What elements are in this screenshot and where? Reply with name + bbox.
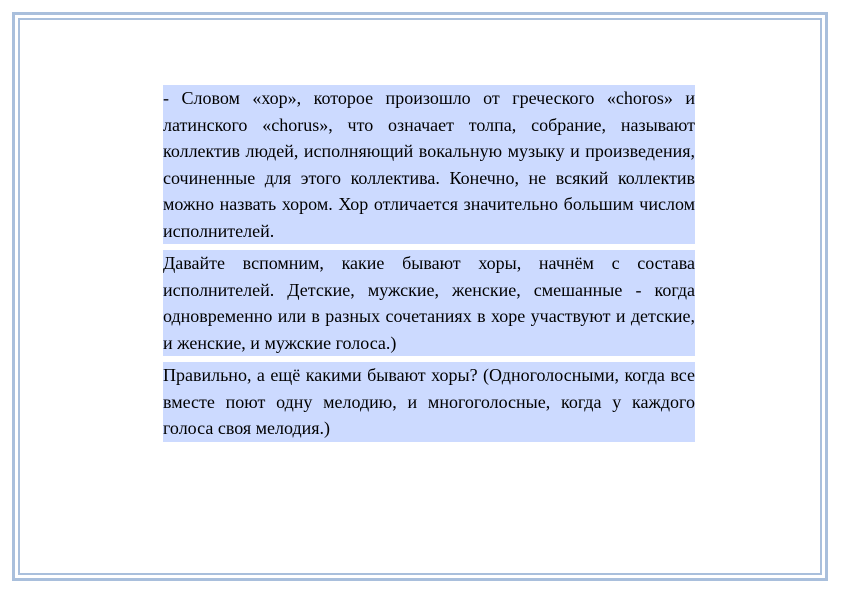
paragraph-voice-types: Правильно, а ещё какими бывают хоры? (Одноголосными, когда все вместе поют одну мелодию, и многоголосные, когда у каждого голоса своя мелодия.): [163, 362, 695, 442]
paragraph-choir-types: Давайте вспомним, какие бывают хоры, начнём с состава исполнителей. Детские, мужские, женские, смешанные - когда одновременно или в разных сочетаниях в хоре участвуют и детские, и женские, и мужские голоса.): [163, 250, 695, 356]
paragraph-choir-definition: - Словом «хор», которое произошло от греческого «choros» и латинского «chorus», что означает толпа, собрание, называют коллектив людей, исполняющий вокальную музыку и произведения, сочиненные для этого коллектива. Конечно, не всякий коллектив можно назвать хором. Хор отличается значительно большим числом исполнителей.: [163, 85, 695, 244]
slide-text-block: [163, 85, 695, 442]
